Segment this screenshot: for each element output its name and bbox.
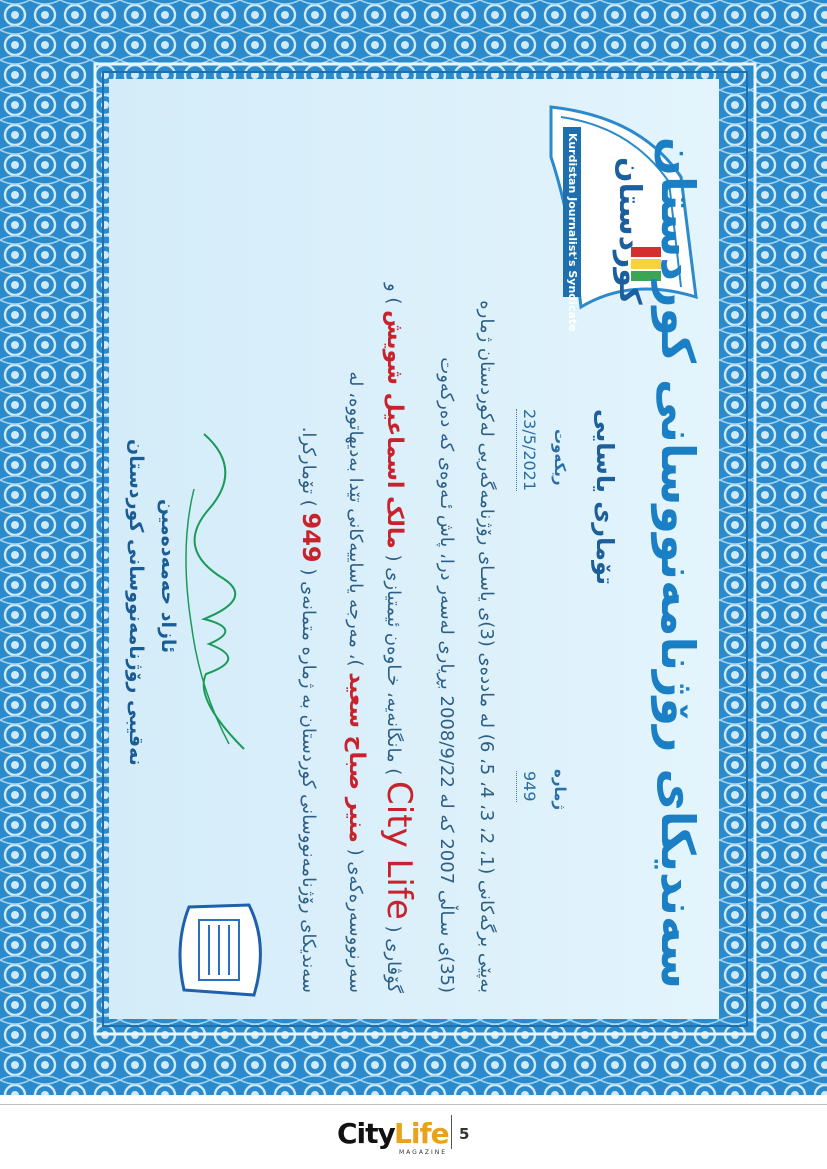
certificate-subtitle: تۆماری یاسایی xyxy=(590,409,619,586)
page-number: 5 xyxy=(459,1125,470,1143)
brand-tagline: MAGAZINE xyxy=(399,1149,448,1156)
signatory-title: نەقیبی رۆژنامەنووسانی کوردستان xyxy=(124,439,147,766)
number-value: 949 xyxy=(519,771,539,802)
body-line-4-a: سەرنووسەرەکەی ( xyxy=(344,848,366,993)
body-line-4-b: )، مەرجە یاساییەکانی تێدا بەدیهاتووە، لە xyxy=(344,371,366,667)
registration-number: 949 xyxy=(296,512,325,563)
footer-divider xyxy=(0,1104,827,1105)
body-line-2: (35)ی سـاڵی 2007 کە لە 2008/9/22 بڕیاری لەسەر درا، پاش ئـەوەی کە دەرکەوت xyxy=(435,357,457,993)
certificate-title: سەندیکای رۆژنامەنووسانی کوردستان xyxy=(650,136,705,989)
certificate-panel xyxy=(109,79,719,1019)
brand-life: Life xyxy=(394,1117,449,1150)
body-line-5-b: ) تۆمارکرا. xyxy=(297,426,319,507)
body-line-5 xyxy=(297,213,325,993)
body-line-3-a: گۆڤاری ( xyxy=(382,925,404,993)
body-line-3-b: ) مانگانەیە، خـاوەن ئیمتیازی ( xyxy=(382,554,404,776)
emblem-caption: Kurdistan Journalist's Syndicate xyxy=(565,133,579,332)
official-stamp xyxy=(169,895,269,1005)
handwritten-signature xyxy=(174,429,264,759)
date-value: 23/5/2021 xyxy=(519,409,539,492)
emblem-logo-text: کوردستان xyxy=(611,157,647,305)
body-line-3 xyxy=(379,213,419,993)
owner-name: مالک اسماعیل شویش xyxy=(381,310,407,549)
page-number-separator xyxy=(451,1115,452,1149)
body-line-3-c: ) و xyxy=(382,282,404,305)
signatory-name: ئازاد حەمەدەمین xyxy=(156,499,179,654)
magazine-name: City Life xyxy=(378,781,419,920)
page-footer xyxy=(0,1095,827,1169)
certificate-content xyxy=(109,79,719,1019)
body-line-1: بەپێی برگەکانی (1، 2، 3، 4، 5، 6) لە ماددەی (3)ی یاسـای رۆژنامەگەریی لەکوردستان ژمارە xyxy=(475,300,497,993)
body-line-4 xyxy=(344,213,369,993)
brand-city: City xyxy=(337,1117,395,1150)
date-label: ریکەوت xyxy=(550,429,569,486)
body-line-5-a: سەندیکای رۆژنامەنووسانی کوردستان بە ژمارە متمانەی ( xyxy=(297,568,319,993)
number-label: ژمارە xyxy=(550,769,569,811)
editor-name: منیر صباح سعید xyxy=(343,672,369,843)
